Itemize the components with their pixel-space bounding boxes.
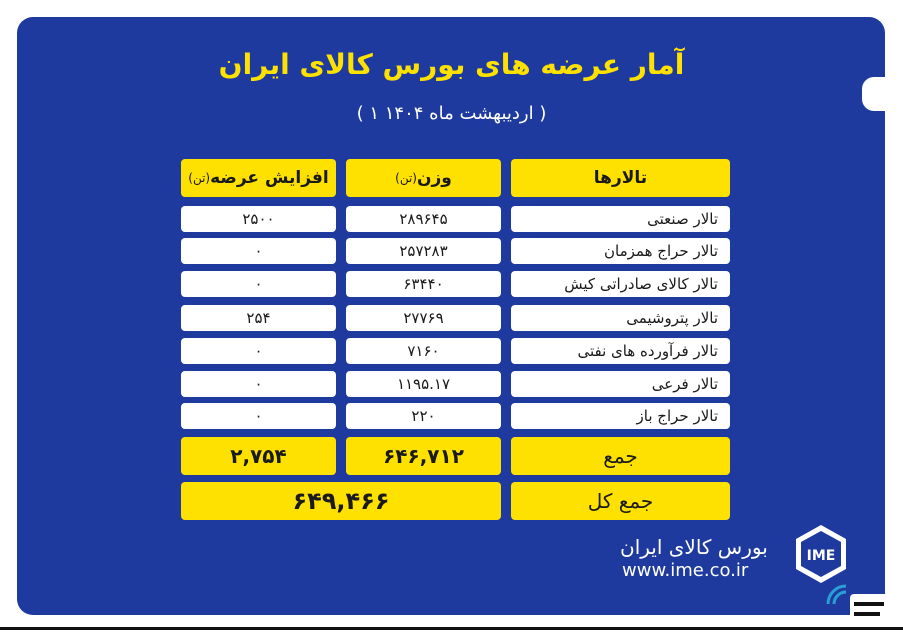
header-increase-unit: (تن) bbox=[188, 171, 211, 185]
corner-watermark-badge bbox=[824, 574, 894, 624]
row-7-weight: ۲۲۰ bbox=[346, 403, 501, 429]
brand-url: www.ime.co.ir bbox=[622, 560, 749, 581]
row-3-name: تالار کالای صادراتی کیش bbox=[511, 271, 730, 297]
header-weight-unit: (تن) bbox=[395, 171, 417, 185]
row-2-increase: ۰ bbox=[181, 238, 336, 264]
logo-text: IME bbox=[806, 548, 836, 564]
sum-increase: ۲,۷۵۴ bbox=[181, 437, 336, 475]
total-label: جمع کل bbox=[511, 482, 730, 520]
row-4-increase: ۲۵۴ bbox=[181, 305, 336, 331]
row-6-name: تالار فرعی bbox=[511, 371, 730, 397]
row-1-increase: ۲۵۰۰ bbox=[181, 206, 336, 232]
header-weight bbox=[346, 159, 501, 197]
sum-label: جمع bbox=[511, 437, 730, 475]
row-5-increase: ۰ bbox=[181, 338, 336, 364]
row-1-weight: ۲۸۹۶۴۵ bbox=[346, 206, 501, 232]
brand-name: بورس کالای ایران bbox=[620, 535, 768, 559]
header-weight-label: وزن bbox=[416, 168, 452, 188]
total-value: ۶۴۹,۴۶۶ bbox=[181, 482, 501, 520]
row-7-increase: ۰ bbox=[181, 403, 336, 429]
row-3-weight: ۶۳۴۴۰ bbox=[346, 271, 501, 297]
row-2-name: تالار حراج همزمان bbox=[511, 238, 730, 264]
header-halls bbox=[511, 159, 730, 197]
row-3-increase: ۰ bbox=[181, 271, 336, 297]
row-1-name: تالار صنعتی bbox=[511, 206, 730, 232]
row-4-weight: ۲۷۷۶۹ bbox=[346, 305, 501, 331]
page-title: آمار عرضه های بورس کالای ایران bbox=[218, 48, 685, 81]
row-2-weight: ۲۵۷۲۸۳ bbox=[346, 238, 501, 264]
header-increase bbox=[181, 159, 336, 197]
row-5-name: تالار فرآورده های نفتی bbox=[511, 338, 730, 364]
row-5-weight: ۷۱۶۰ bbox=[346, 338, 501, 364]
row-6-weight: ۱۱۹۵.۱۷ bbox=[346, 371, 501, 397]
sum-weight: ۶۴۶,۷۱۲ bbox=[346, 437, 501, 475]
date-subtitle: ( ۱ اردیبهشت ماه ۱۴۰۴ ) bbox=[356, 103, 547, 124]
bottom-border bbox=[0, 627, 903, 630]
row-4-name: تالار پتروشیمی bbox=[511, 305, 730, 331]
row-7-name: تالار حراج باز bbox=[511, 403, 730, 429]
header-halls-label: تالارها bbox=[593, 168, 648, 188]
header-increase-label: افزایش عرضه bbox=[210, 168, 329, 188]
row-6-increase: ۰ bbox=[181, 371, 336, 397]
